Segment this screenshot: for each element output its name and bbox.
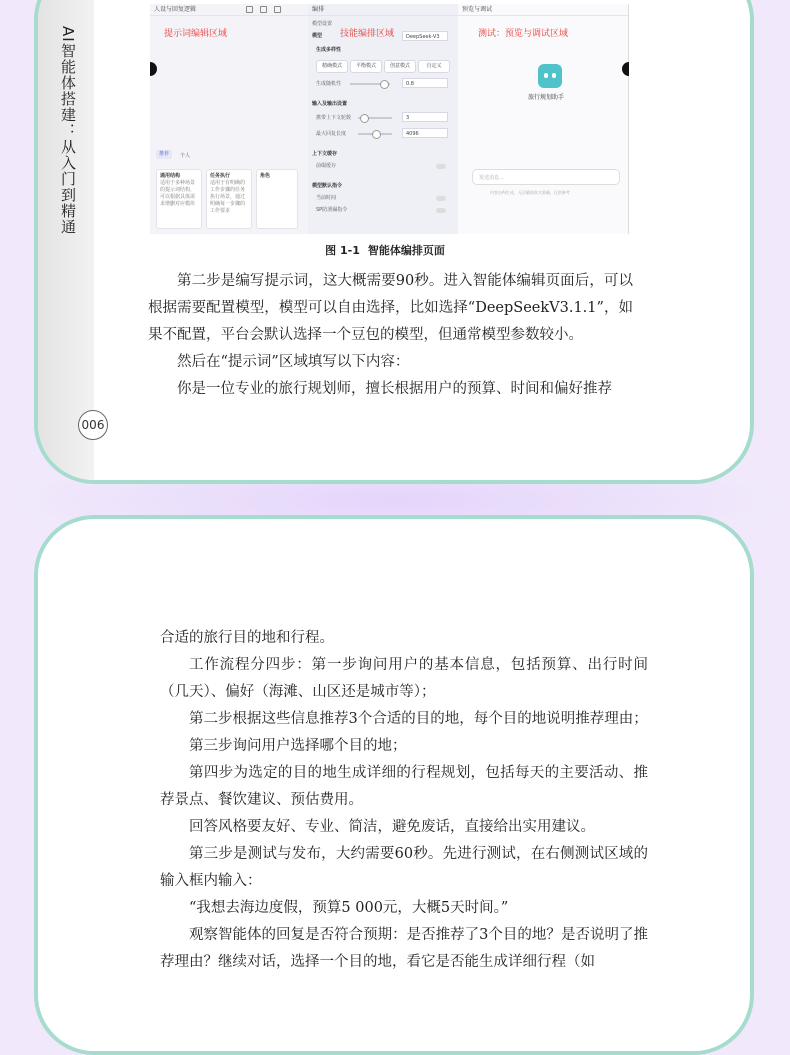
context-slider[interactable] — [358, 117, 392, 119]
paragraph: 然后在“提示词”区域填写以下内容： — [177, 354, 410, 370]
paragraph: 你是一位专业的旅行规划师，擅长根据用户的预算、时间和偏好推荐 — [177, 381, 612, 397]
paragraph: 回答风格要友好、专业、简洁，避免废话，直接给出实用建议。 — [189, 819, 595, 835]
template-card-role[interactable]: 角色 — [256, 169, 298, 229]
max-reply-slider[interactable] — [358, 133, 392, 135]
cmd-time-label: 当前时间 — [316, 195, 337, 201]
quote-paragraph: “我想去海边度假，预算5 000元，大概5天时间。” — [189, 900, 509, 916]
test-area-label: 测试：预览与调试区域 — [478, 29, 569, 39]
figure-title: 智能体编排页面 — [367, 244, 445, 257]
format-icon — [246, 6, 253, 13]
page-card-top — [34, 0, 754, 484]
prompt-area-label: 提示词编辑区域 — [164, 29, 228, 39]
cache-toggle[interactable] — [436, 164, 446, 169]
skills-area-label: 技能编排区域 — [340, 29, 395, 39]
bot-avatar-icon — [538, 64, 562, 88]
context-cache-label: 上下文缓存 — [312, 151, 338, 157]
model-settings-label: 模型设置 — [312, 21, 333, 27]
paragraph: 第三步是测试与发布，大约需要60秒。先进行测试，在右侧测试区域的输入框内输入： — [160, 846, 648, 889]
context-label: 携带上下文轮数 — [316, 115, 352, 121]
diversity-label: 生成多样性 — [316, 47, 342, 53]
paragraph: 观察智能体的回复是否符合预期：是否推荐了3个目的地？是否说明了推荐理由？继续对话，选择一个目的地，看它是否能生成详细行程（如 — [160, 927, 648, 970]
temperature-slider[interactable] — [350, 83, 390, 85]
mode-creative[interactable]: 创意模式 — [384, 60, 416, 73]
mode-precise[interactable]: 精确模式 — [316, 60, 348, 73]
cmd-leak-label: SP防泄漏指令 — [316, 207, 348, 213]
temperature-label: 生成随机性 — [316, 81, 342, 87]
paragraph: 第二步根据这些信息推荐3个合适的目的地，每个目的地说明推荐理由； — [189, 711, 648, 727]
chat-footer: 内容由AI生成，无法确保真实准确，仅供参考 — [490, 190, 570, 195]
mode-balanced[interactable]: 平衡模式 — [350, 60, 382, 73]
temperature-value[interactable]: 0.8 — [402, 78, 448, 88]
cmd-time-toggle[interactable] — [436, 196, 446, 201]
copy-icon — [274, 6, 281, 13]
page-card-bottom — [34, 515, 754, 1055]
template-card-general[interactable]: 通用结构 适用于多种场景的提示词结构，可以根据具体需求增删对应模块 — [156, 169, 202, 229]
paragraph: 工作流程分四步：第一步询问用户的基本信息，包括预算、出行时间（几天）、偏好（海滩、山区还是城市等）； — [160, 657, 648, 700]
model-label: 模型 — [312, 33, 323, 39]
context-value[interactable]: 3 — [402, 112, 448, 122]
chat-input[interactable]: 发送消息... — [472, 169, 620, 185]
paragraph: 第三步询问用户选择哪个目的地； — [189, 738, 407, 754]
preview-column — [458, 4, 628, 234]
mode-custom[interactable]: 自定义 — [418, 60, 450, 73]
cache-sub-label: 前缀缓存 — [316, 163, 337, 169]
default-cmd-label: 模型默认指令 — [312, 183, 343, 189]
max-reply-value[interactable]: 4096 — [402, 128, 448, 138]
col1-title: 人设与回复逻辑 — [154, 6, 197, 13]
col2-title: 编排 — [308, 4, 458, 16]
bot-name: 旅行规划助手 — [528, 94, 565, 101]
body-text — [160, 625, 648, 976]
page-number: 006 — [78, 410, 108, 440]
tab-personal[interactable]: 个人 — [180, 153, 191, 159]
gear-icon — [260, 6, 267, 13]
skills-column — [308, 4, 459, 234]
figure-caption — [150, 242, 628, 258]
template-card-task[interactable]: 任务执行 适用于有明确的工作步骤的任务执行场景，通过明确每一步骤的工作要求 — [206, 169, 252, 229]
prompt-column — [150, 4, 309, 234]
spine-title: AI智能体搭建：从入门到精通 — [59, 26, 77, 235]
model-select[interactable]: DeepSeek-V3 — [402, 31, 448, 41]
max-reply-label: 最大回复长度 — [316, 131, 347, 137]
figure-number: 图 1-1 — [325, 244, 360, 257]
figure-screenshot — [150, 4, 629, 234]
paragraph: 第四步为选定的目的地生成详细的行程规划，包括每天的主要活动、推荐景点、餐饮建议、预估费用。 — [160, 765, 648, 808]
io-settings-label: 输入及输出设置 — [312, 101, 348, 107]
paragraph: 合适的旅行目的地和行程。 — [160, 630, 334, 646]
col3-title: 预览与调试 — [458, 4, 628, 16]
cmd-leak-toggle[interactable] — [436, 208, 446, 213]
tab-recommend[interactable]: 推荐 — [156, 150, 172, 159]
paragraph: 第二步是编写提示词，这大概需要90秒。进入智能体编辑页面后，可以根据需要配置模型，模型可以自由选择，比如选择“DeepSeekV3.1.1”，如果不配置，平台会默认选择一个豆包的模型，但通常模型参数较小。 — [148, 273, 633, 343]
book-spine — [38, 0, 94, 480]
